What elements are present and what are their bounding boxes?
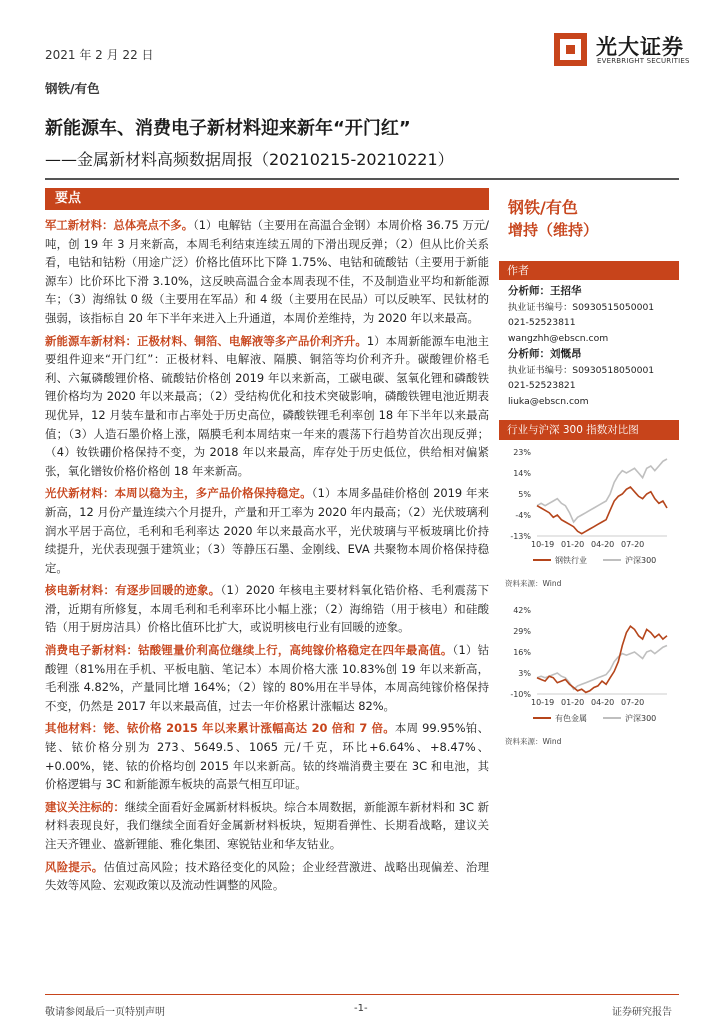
summary-paragraph (45, 798, 489, 854)
chart-nonferrous-vs-hs300 (499, 604, 679, 747)
series-line-0 (537, 626, 667, 692)
analyst-email[interactable]: liuka@ebscn.com (508, 395, 589, 407)
y-tick-label: 29% (513, 627, 531, 636)
analyst-email[interactable]: wangzhh@ebscn.com (508, 332, 609, 344)
analyst-phone: 021-52523821 (508, 380, 576, 392)
summary-paragraph (45, 719, 489, 793)
summary-paragraph (45, 216, 489, 328)
footer-doc-type: 证券研究报告 (612, 1007, 672, 1018)
paragraph-text: （1）钴酸锂（81%用在手机、平板电脑、笔记本）本周价格大涨 10.83%创 19 年以来新高，毛利涨 4.82%，产量同比增 164%；（2）镓的 80%用在半导体，本周高纯镓价格保持不变，仍然是 2017 年以来最高值，过去一年价格累计涨幅达 82%。 (45, 643, 489, 713)
paragraph-text: 继续全面看好金属新材料板块。综合本周数据，新能源车新材料和 3C 新材料表现良好，我们继续全面看好金属新材料板块，短期看弹性、长期看战略，建议关注天齐锂业、盛新锂能、雅化集团、寒锐钴业和华友钴业。 (45, 799, 489, 851)
x-tick-label: 10-19 (531, 540, 555, 549)
legend-label: 沪深300 (625, 556, 657, 565)
y-tick-label: 5% (518, 490, 531, 499)
footer-disclaimer[interactable]: 敬请参阅最后一页特别声明 (45, 1007, 165, 1018)
analyst-card (508, 347, 683, 409)
page-number: -1- (354, 1003, 368, 1014)
summary-paragraph (45, 581, 489, 637)
everbright-logo-icon (552, 30, 590, 68)
chart-steel-svg (499, 446, 679, 574)
paragraph-text: （1）本周多晶硅价格创 2019 年来新高，12 月份产量连续六个月提升，产量和开工率为 2020 年内最高；（2）光伏玻璃利润水平居于高位，毛利和毛利率达 2020 年以来最高水平，光伏玻璃与平板玻璃比价持续提升，光伏表现强于建筑业；（3）等静压石墨、金刚线、EVA 共聚物本周价格保持稳定。 (45, 486, 489, 575)
analyst-name: 分析师：王招华 (508, 285, 582, 297)
report-title: 新能源车、消费电子新材料迎来新年“开门红” (45, 118, 411, 139)
paragraph-lead: 新能源车新材料：正极材料、铜箔、电解液等多产品价利齐升。 (45, 333, 367, 348)
y-tick-label: -10% (510, 690, 531, 699)
chart-steel-vs-hs300 (499, 446, 679, 589)
chart-heading: 行业与沪深 300 指数对比图 (499, 420, 679, 440)
title-divider (45, 178, 679, 180)
sector-label: 钢铁/有色 (45, 81, 100, 96)
summary-paragraph (45, 332, 489, 481)
series-line-0 (537, 487, 667, 534)
legend-label: 有色金属 (555, 714, 587, 723)
summary-paragraph (45, 858, 489, 895)
x-tick-label: 07-20 (621, 540, 645, 549)
summary-heading: 要点 (45, 188, 489, 210)
y-tick-label: 16% (513, 648, 531, 657)
legend-label: 沪深300 (625, 714, 657, 723)
chart-source: 资料来源：Wind (505, 579, 562, 588)
analyst-cert: 执业证书编号：S0930515050001 (508, 301, 655, 313)
y-tick-label: -4% (515, 511, 531, 520)
x-tick-label: 07-20 (621, 698, 645, 707)
x-tick-label: 04-20 (591, 698, 615, 707)
paragraph-text: 1）本周新能源车电池主要组件迎来“开门红”：正极材料、电解液、隔膜、铜箔等均价利齐升。碳酸锂价格毛利、六氟磷酸锂价格、硫酸钴价格创 2019 年以来新高，工碳电碳、氢氧化锂和磷酸铁锂价格均为 2020 年以来最高；（2）受结构优化和技术突破影响，磷酸铁锂电池近期表现优异，12 月装车量和市占率处于历史高位，磷酸铁锂毛利率创 18 年下半年以来最高值；（3）人造石墨价格上涨，隔膜毛利本周结束一年来的震荡下行趋势首次出现反弹；（4）钕铁硼价格保持不变，为 2018 年以来最高，库存处于历史低位，供给相对偏紧张，氧化镨钕价格价格创 18 年来新高。 (45, 333, 489, 478)
paragraph-lead: 建议关注标的： (45, 799, 125, 814)
paragraph-lead: 其他材料：铑、铱价格 2015 年以来累计涨幅高达 20 倍和 7 倍。 (45, 721, 395, 736)
y-tick-label: 23% (513, 448, 531, 457)
brand-name: 光大证券 (596, 35, 684, 59)
report-subtitle: ——金属新材料高频数据周报（20210215-20210221） (45, 150, 454, 169)
footer-divider (45, 994, 679, 995)
paragraph-text: （1）电解钴（主要用在高温合金钢）本周价格 36.75 万元/吨，创 19 年 3 月来新高，本周毛利结束连续五周的下滑出现反弹；（2）但从比价关系看，电钴和钴粉（用途广泛）价格比值环比下降 1.75%、电钴和硫酸钴（主要用于新能源车）比价环比下滑 3.10%，这反映高温合金本周表现不佳，不及制造业平均和新能源车；（3）海绵钛 0 级（主要用在军品）和 4 级（主要用在民品）可以反映军、民钛材的强弱，该指标自 20 年下半年来进入上升通道，本周价差维持，为 2020 年以来最高。 (45, 218, 489, 325)
author-heading: 作者 (499, 261, 679, 280)
x-tick-label: 01-20 (561, 698, 585, 707)
analyst-phone: 021-52523811 (508, 317, 576, 329)
series-line-1 (537, 459, 667, 522)
paragraph-lead: 军工新材料：总体亮点不多。 (45, 218, 194, 232)
sidebar-sector: 钢铁/有色 (508, 198, 578, 217)
y-tick-label: 14% (513, 469, 531, 478)
investment-rating: 增持（维持） (508, 221, 599, 239)
analyst-card (508, 284, 683, 346)
summary-paragraph (45, 641, 489, 715)
analyst-name: 分析师：刘慨昂 (508, 348, 582, 360)
paragraph-text: 本周 99.95%铂、铑、铱价格分别为 273、5649.5、1065 元/千克，环比+6.64%、+8.47%、+0.00%，铑、铱的价格均创 2015 年以来新高。铱的终端消费主要在 3C 和电池，其价格逻辑与 3C 和新能源车板块的高景气相互印证。 (45, 721, 489, 792)
paragraph-text: （1）2020 年核电主要材料氧化锆价格、毛利震荡下滑，近期有所修复，本周毛利和毛利率环比小幅上涨；（2）海绵锆（用于核电）和硅酸锆（用于厨房洁具）价格比值环比扩大，或说明核电行业有回暖的迹象。 (45, 583, 489, 635)
summary-paragraph (45, 484, 489, 577)
paragraph-text: 估值过高风险；技术路径变化的风险；企业经营激进、战略出现偏差、治理失效等风险、宏观政策以及流动性调整的风险。 (45, 859, 489, 893)
x-tick-label: 04-20 (591, 540, 615, 549)
report-date: 2021 年 2 月 22 日 (45, 48, 154, 62)
summary-body (45, 216, 489, 899)
chart-source: 资料来源：Wind (505, 737, 562, 746)
y-tick-label: 3% (518, 669, 531, 678)
x-tick-label: 10-19 (531, 698, 555, 707)
paragraph-lead: 核电新材料：有逐步回暖的迹象。 (45, 583, 221, 598)
paragraph-lead: 消费电子新材料：钴酸锂量价利高位继续上行，高纯镓价格稳定在四年最高值。 (45, 643, 453, 658)
analyst-cert: 执业证书编号：S0930518050001 (508, 364, 655, 376)
paragraph-lead: 风险提示。 (45, 859, 104, 874)
chart-nonferrous-svg (499, 604, 679, 732)
brand-name-en: EVERBRIGHT SECURITIES (597, 57, 690, 65)
brand-logo (552, 30, 690, 70)
y-tick-label: 42% (513, 606, 531, 615)
x-tick-label: 01-20 (561, 540, 585, 549)
paragraph-lead: 光伏新材料：本周以稳为主，多产品价格保持稳定。 (45, 486, 312, 501)
legend-label: 钢铁行业 (555, 556, 587, 565)
y-tick-label: -13% (510, 532, 531, 541)
